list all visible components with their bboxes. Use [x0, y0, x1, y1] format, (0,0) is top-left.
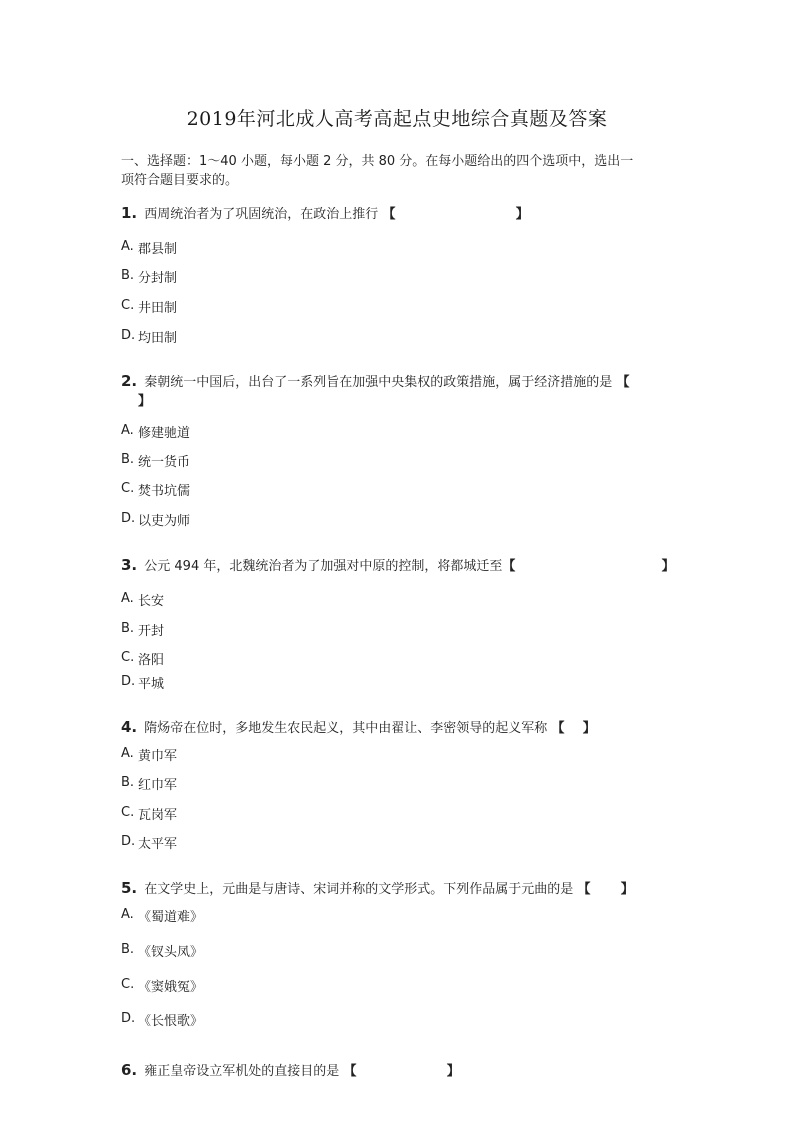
option-text: 太平军 — [138, 837, 178, 852]
option-text: 井田制 — [138, 301, 178, 316]
question-3 — [121, 556, 681, 576]
option-letter: B. — [121, 942, 135, 957]
option-text: 平城 — [138, 677, 165, 692]
option-a — [121, 908, 203, 927]
option-text: 开封 — [138, 624, 165, 639]
option-b — [121, 269, 177, 288]
option-text: 长安 — [138, 594, 165, 609]
question-text: 隋炀帝在位时，多地发生农民起义，其中由翟让、李密领导的起义军称 — [144, 721, 548, 736]
option-a — [121, 424, 190, 443]
question-text: 雍正皇帝设立军机处的直接目的是 — [144, 1064, 340, 1079]
answer-bracket-open: 【 — [616, 375, 630, 390]
option-d — [121, 1012, 203, 1031]
option-letter: A. — [121, 907, 134, 922]
option-c — [121, 806, 177, 825]
option-text: 《长恨歌》 — [138, 1014, 204, 1029]
option-letter: D. — [121, 674, 136, 689]
option-b — [121, 943, 203, 962]
option-text: 以吏为师 — [138, 514, 191, 529]
answer-bracket-open: 【 — [551, 721, 565, 736]
answer-bracket-open: 【 — [343, 1064, 357, 1079]
option-d — [121, 835, 177, 854]
option-text: 统一货币 — [138, 455, 191, 470]
option-text: 分封制 — [138, 271, 178, 286]
question-number: 4. — [121, 718, 138, 736]
answer-bracket-close: 】 — [138, 394, 152, 409]
option-c — [121, 651, 164, 670]
option-letter: D. — [121, 1011, 136, 1026]
question-4 — [121, 718, 681, 738]
option-text: 焚书坑儒 — [138, 484, 191, 499]
option-letter: A. — [121, 591, 134, 606]
option-text: 均田制 — [138, 331, 178, 346]
question-number: 3. — [121, 556, 138, 574]
option-letter: B. — [121, 268, 135, 283]
option-text: 修建驰道 — [138, 426, 191, 441]
question-5 — [121, 879, 681, 899]
option-text: 洛阳 — [138, 653, 165, 668]
option-text: 黄巾军 — [138, 749, 178, 764]
option-letter: A. — [121, 423, 134, 438]
option-letter: C. — [121, 805, 135, 820]
answer-bracket-open: 【 — [382, 207, 396, 222]
question-number: 2. — [121, 372, 138, 390]
option-letter: B. — [121, 621, 135, 636]
option-c — [121, 299, 177, 318]
option-b — [121, 622, 164, 641]
question-text: 西周统治者为了巩固统治，在政治上推行 — [144, 207, 379, 222]
option-d — [121, 329, 177, 348]
answer-bracket-open: 【 — [577, 882, 591, 897]
answer-bracket-open: 【 — [502, 559, 516, 574]
option-b — [121, 776, 177, 795]
option-text: 《钗头凤》 — [138, 945, 204, 960]
option-letter: D. — [121, 834, 136, 849]
answer-bracket-close: 】 — [446, 1064, 460, 1079]
option-text: 瓦岗军 — [138, 808, 178, 823]
option-text: 郡县制 — [138, 242, 178, 257]
option-letter: B. — [121, 452, 135, 467]
option-c — [121, 978, 203, 997]
option-text: 《蜀道难》 — [138, 910, 204, 925]
answer-bracket-close: 】 — [515, 207, 529, 222]
option-letter: C. — [121, 298, 135, 313]
intro-line-2: 项符合题目要求的。 — [121, 173, 239, 188]
option-letter: C. — [121, 977, 135, 992]
intro-line-1: 一、选择题：1～40 小题，每小题 2 分，共 80 分。在每小题给出的四个选项中，选出一 — [121, 154, 634, 169]
option-d — [121, 512, 190, 531]
question-text: 公元 494 年，北魏统治者为了加强对中原的控制，将都城迁至 — [144, 559, 503, 574]
option-b — [121, 453, 190, 472]
option-d — [121, 675, 164, 694]
option-text: 红巾军 — [138, 778, 178, 793]
option-letter: A. — [121, 746, 134, 761]
answer-bracket-close: 】 — [620, 882, 634, 897]
question-6 — [121, 1061, 681, 1081]
question-text: 在文学史上，元曲是与唐诗、宋词并称的文学形式。下列作品属于元曲的是 — [144, 882, 574, 897]
section-intro — [121, 152, 681, 190]
option-letter: D. — [121, 328, 136, 343]
option-letter: C. — [121, 650, 135, 665]
page-title: 2019年河北成人高考高起点史地综合真题及答案 — [186, 108, 608, 130]
option-letter: C. — [121, 481, 135, 496]
question-number: 1. — [121, 204, 138, 222]
question-text: 秦朝统一中国后，出台了一系列旨在加强中央集权的政策措施，属于经济措施的是 — [144, 375, 613, 390]
option-c — [121, 482, 190, 501]
question-number: 5. — [121, 879, 138, 897]
answer-bracket-close: 】 — [582, 721, 596, 736]
question-2 — [121, 372, 681, 411]
option-letter: B. — [121, 775, 135, 790]
option-text: 《窦娥冤》 — [138, 980, 204, 995]
option-letter: A. — [121, 239, 134, 254]
option-a — [121, 240, 177, 259]
option-a — [121, 592, 164, 611]
option-a — [121, 747, 177, 766]
option-letter: D. — [121, 511, 136, 526]
answer-bracket-close: 】 — [661, 559, 675, 574]
question-number: 6. — [121, 1061, 138, 1079]
question-1 — [121, 204, 681, 224]
